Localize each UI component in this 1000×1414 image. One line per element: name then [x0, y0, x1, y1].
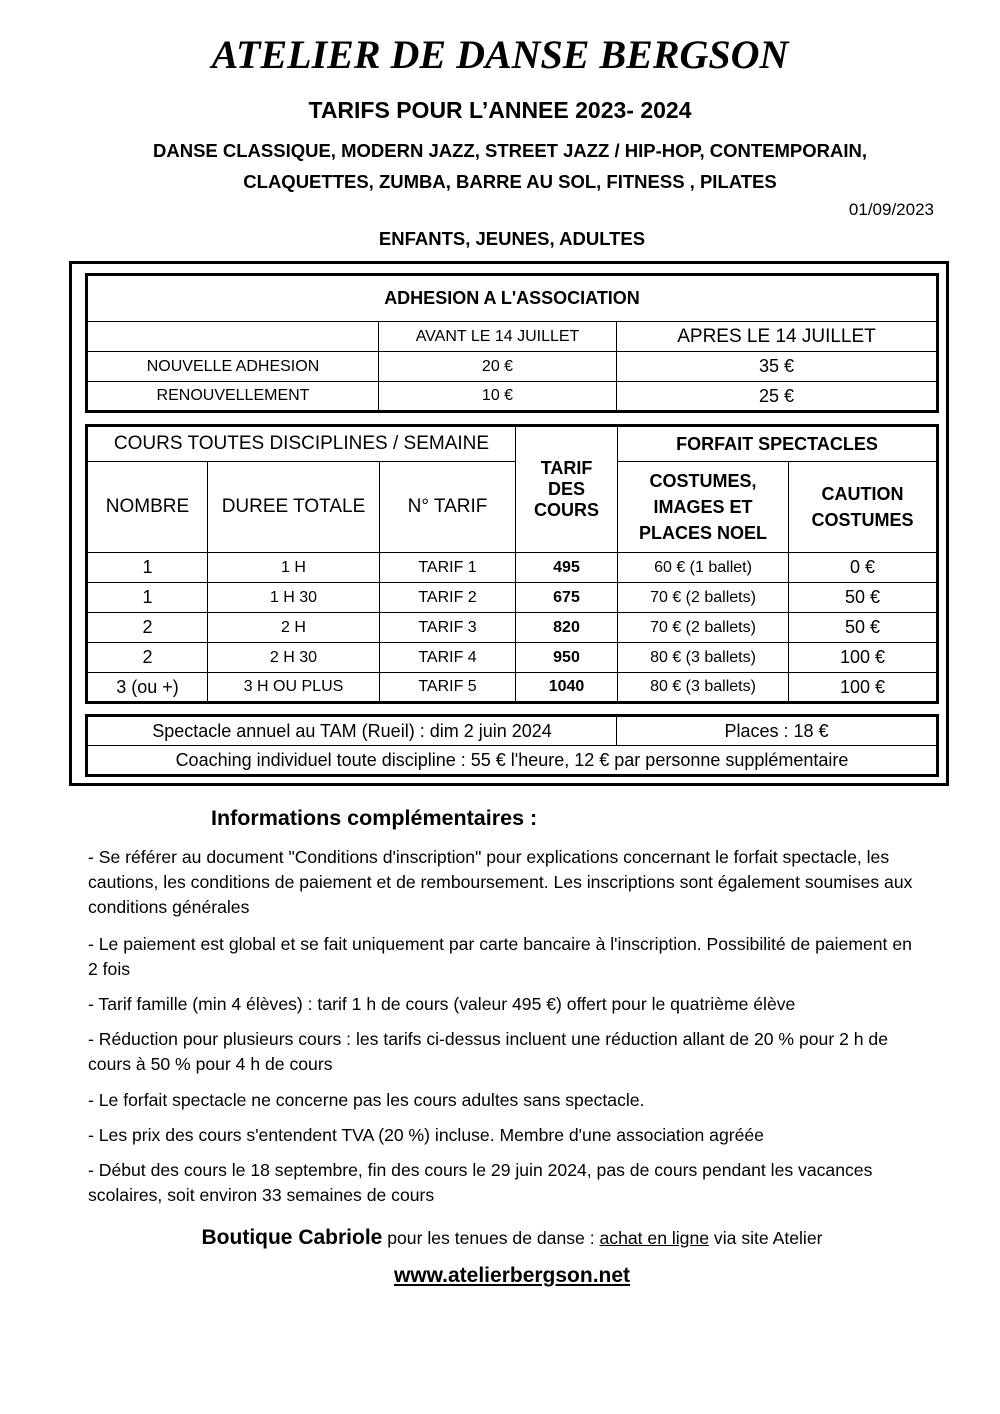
col-tarif-no: N° TARIF — [380, 462, 516, 553]
table-row — [87, 643, 938, 673]
adhesion-row-label: NOUVELLE ADHESION — [87, 352, 379, 382]
col-nombre: NOMBRE — [87, 462, 208, 553]
col-costumes: COSTUMES, IMAGES ET PLACES NOEL — [618, 462, 789, 553]
cell-caution: 100 € — [789, 673, 938, 703]
cell-caution: 50 € — [789, 583, 938, 613]
cell-tarif: 820 — [516, 613, 618, 643]
info-item: - Réduction pour plusieurs cours : les tarifs ci-dessus incluent une réduction allant de 20 % pour 2 h de cours à 50 % pour 4 h de cours — [88, 1029, 888, 1074]
table-row — [87, 553, 938, 583]
table-row — [87, 673, 938, 703]
adhesion-title: ADHESION A L'ASSOCIATION — [87, 275, 938, 322]
adhesion-row-after: 35 € — [617, 352, 938, 382]
boutique-text-2: via site Atelier — [709, 1228, 823, 1248]
disciplines-line-1: DANSE CLASSIQUE, MODERN JAZZ, STREET JAZZ / HIP-HOP, CONTEMPORAIN, — [152, 140, 868, 161]
info-item: - Début des cours le 18 septembre, fin des cours le 29 juin 2024, pas de cours pendant les vacances scolaires, soit environ 33 semaines de cours — [88, 1160, 873, 1205]
cell-tarif: 950 — [516, 643, 618, 673]
col-duree: DUREE TOTALE — [208, 462, 380, 553]
cours-table — [85, 424, 939, 704]
cell-tarif-no: TARIF 3 — [380, 613, 516, 643]
adhesion-empty-header — [87, 322, 379, 352]
forfait-header: FORFAIT SPECTACLES — [618, 426, 938, 462]
cell-costumes: 80 € (3 ballets) — [618, 673, 789, 703]
cours-group-header: COURS TOUTES DISCIPLINES / SEMAINE — [87, 426, 516, 462]
adhesion-row-before: 10 € — [379, 382, 617, 412]
boutique-name: Boutique Cabriole — [201, 1226, 383, 1249]
cell-nombre: 1 — [87, 553, 208, 583]
spectacle-places: Places : 18 € — [617, 716, 938, 746]
cell-duree: 2 H 30 — [208, 643, 380, 673]
boutique-text-1: pour les tenues de danse : — [382, 1228, 600, 1248]
cell-tarif-no: TARIF 5 — [380, 673, 516, 703]
page-title: ATELIER DE DANSE BERGSON — [211, 32, 789, 77]
spectacle-table — [85, 714, 939, 777]
table-row — [87, 382, 938, 412]
spectacle-annuel: Spectacle annuel au TAM (Rueil) : dim 2 juin 2024 — [87, 716, 617, 746]
cell-costumes: 70 € (2 ballets) — [618, 583, 789, 613]
info-item: - Se référer au document "Conditions d'inscription" pour explications concernant le forfait spectacle, les cautions, les conditions de paiement et de remboursement. Les inscriptions sont également soumises aux conditions générales — [88, 847, 913, 917]
coaching-line: Coaching individuel toute discipline : 55 € l'heure, 12 € par personne supplémentaire — [87, 746, 938, 776]
cell-tarif-no: TARIF 4 — [380, 643, 516, 673]
info-item: - Le paiement est global et se fait uniquement par carte bancaire à l'inscription. Possibilité de paiement en 2 fois — [88, 934, 912, 979]
cell-costumes: 80 € (3 ballets) — [618, 643, 789, 673]
adhesion-row-label: RENOUVELLEMENT — [87, 382, 379, 412]
cell-nombre: 3 (ou +) — [87, 673, 208, 703]
col-caution: CAUTION COSTUMES — [789, 462, 938, 553]
info-item: - Le forfait spectacle ne concerne pas les cours adultes sans spectacle. — [88, 1090, 645, 1110]
boutique-line — [0, 1224, 1000, 1252]
adhesion-row-before: 20 € — [379, 352, 617, 382]
cell-caution: 0 € — [789, 553, 938, 583]
boutique-link[interactable]: achat en ligne — [599, 1228, 710, 1248]
cell-nombre: 2 — [87, 613, 208, 643]
cell-tarif: 495 — [516, 553, 618, 583]
adhesion-col-after: APRES LE 14 JUILLET — [617, 322, 938, 352]
cell-nombre: 2 — [87, 643, 208, 673]
info-item: - Les prix des cours s'entendent TVA (20 %) incluse. Membre d'une association agréée — [88, 1125, 764, 1145]
cell-duree: 2 H — [208, 613, 380, 643]
adhesion-row-after: 25 € — [617, 382, 938, 412]
cell-tarif-no: TARIF 2 — [380, 583, 516, 613]
cell-caution: 100 € — [789, 643, 938, 673]
cell-costumes: 60 € (1 ballet) — [618, 553, 789, 583]
cell-caution: 50 € — [789, 613, 938, 643]
disciplines-line-2: CLAQUETTES, ZUMBA, BARRE AU SOL, FITNESS , PILATES — [243, 171, 777, 192]
info-title: Informations complémentaires : — [211, 806, 538, 830]
adhesion-table — [85, 273, 939, 413]
cell-tarif: 1040 — [516, 673, 618, 703]
cell-tarif: 675 — [516, 583, 618, 613]
cell-tarif-no: TARIF 1 — [380, 553, 516, 583]
audience-line: ENFANTS, JEUNES, ADULTES — [378, 228, 646, 249]
table-row — [87, 613, 938, 643]
cell-duree: 1 H — [208, 553, 380, 583]
table-row — [87, 352, 938, 382]
info-item: - Tarif famille (min 4 élèves) : tarif 1 h de cours (valeur 495 €) offert pour le quatrième élève — [88, 994, 796, 1014]
cell-duree: 1 H 30 — [208, 583, 380, 613]
cell-nombre: 1 — [87, 583, 208, 613]
website-link[interactable]: www.atelierbergson.net — [393, 1264, 631, 1287]
col-tarif-des-cours: TARIF DES COURS — [516, 426, 618, 553]
table-row — [87, 583, 938, 613]
adhesion-col-before: AVANT LE 14 JUILLET — [379, 322, 617, 352]
document-date: 01/09/2023 — [848, 200, 934, 219]
cell-costumes: 70 € (2 ballets) — [618, 613, 789, 643]
page-subtitle: TARIFS POUR L’ANNEE 2023- 2024 — [308, 97, 692, 123]
cell-duree: 3 H OU PLUS — [208, 673, 380, 703]
